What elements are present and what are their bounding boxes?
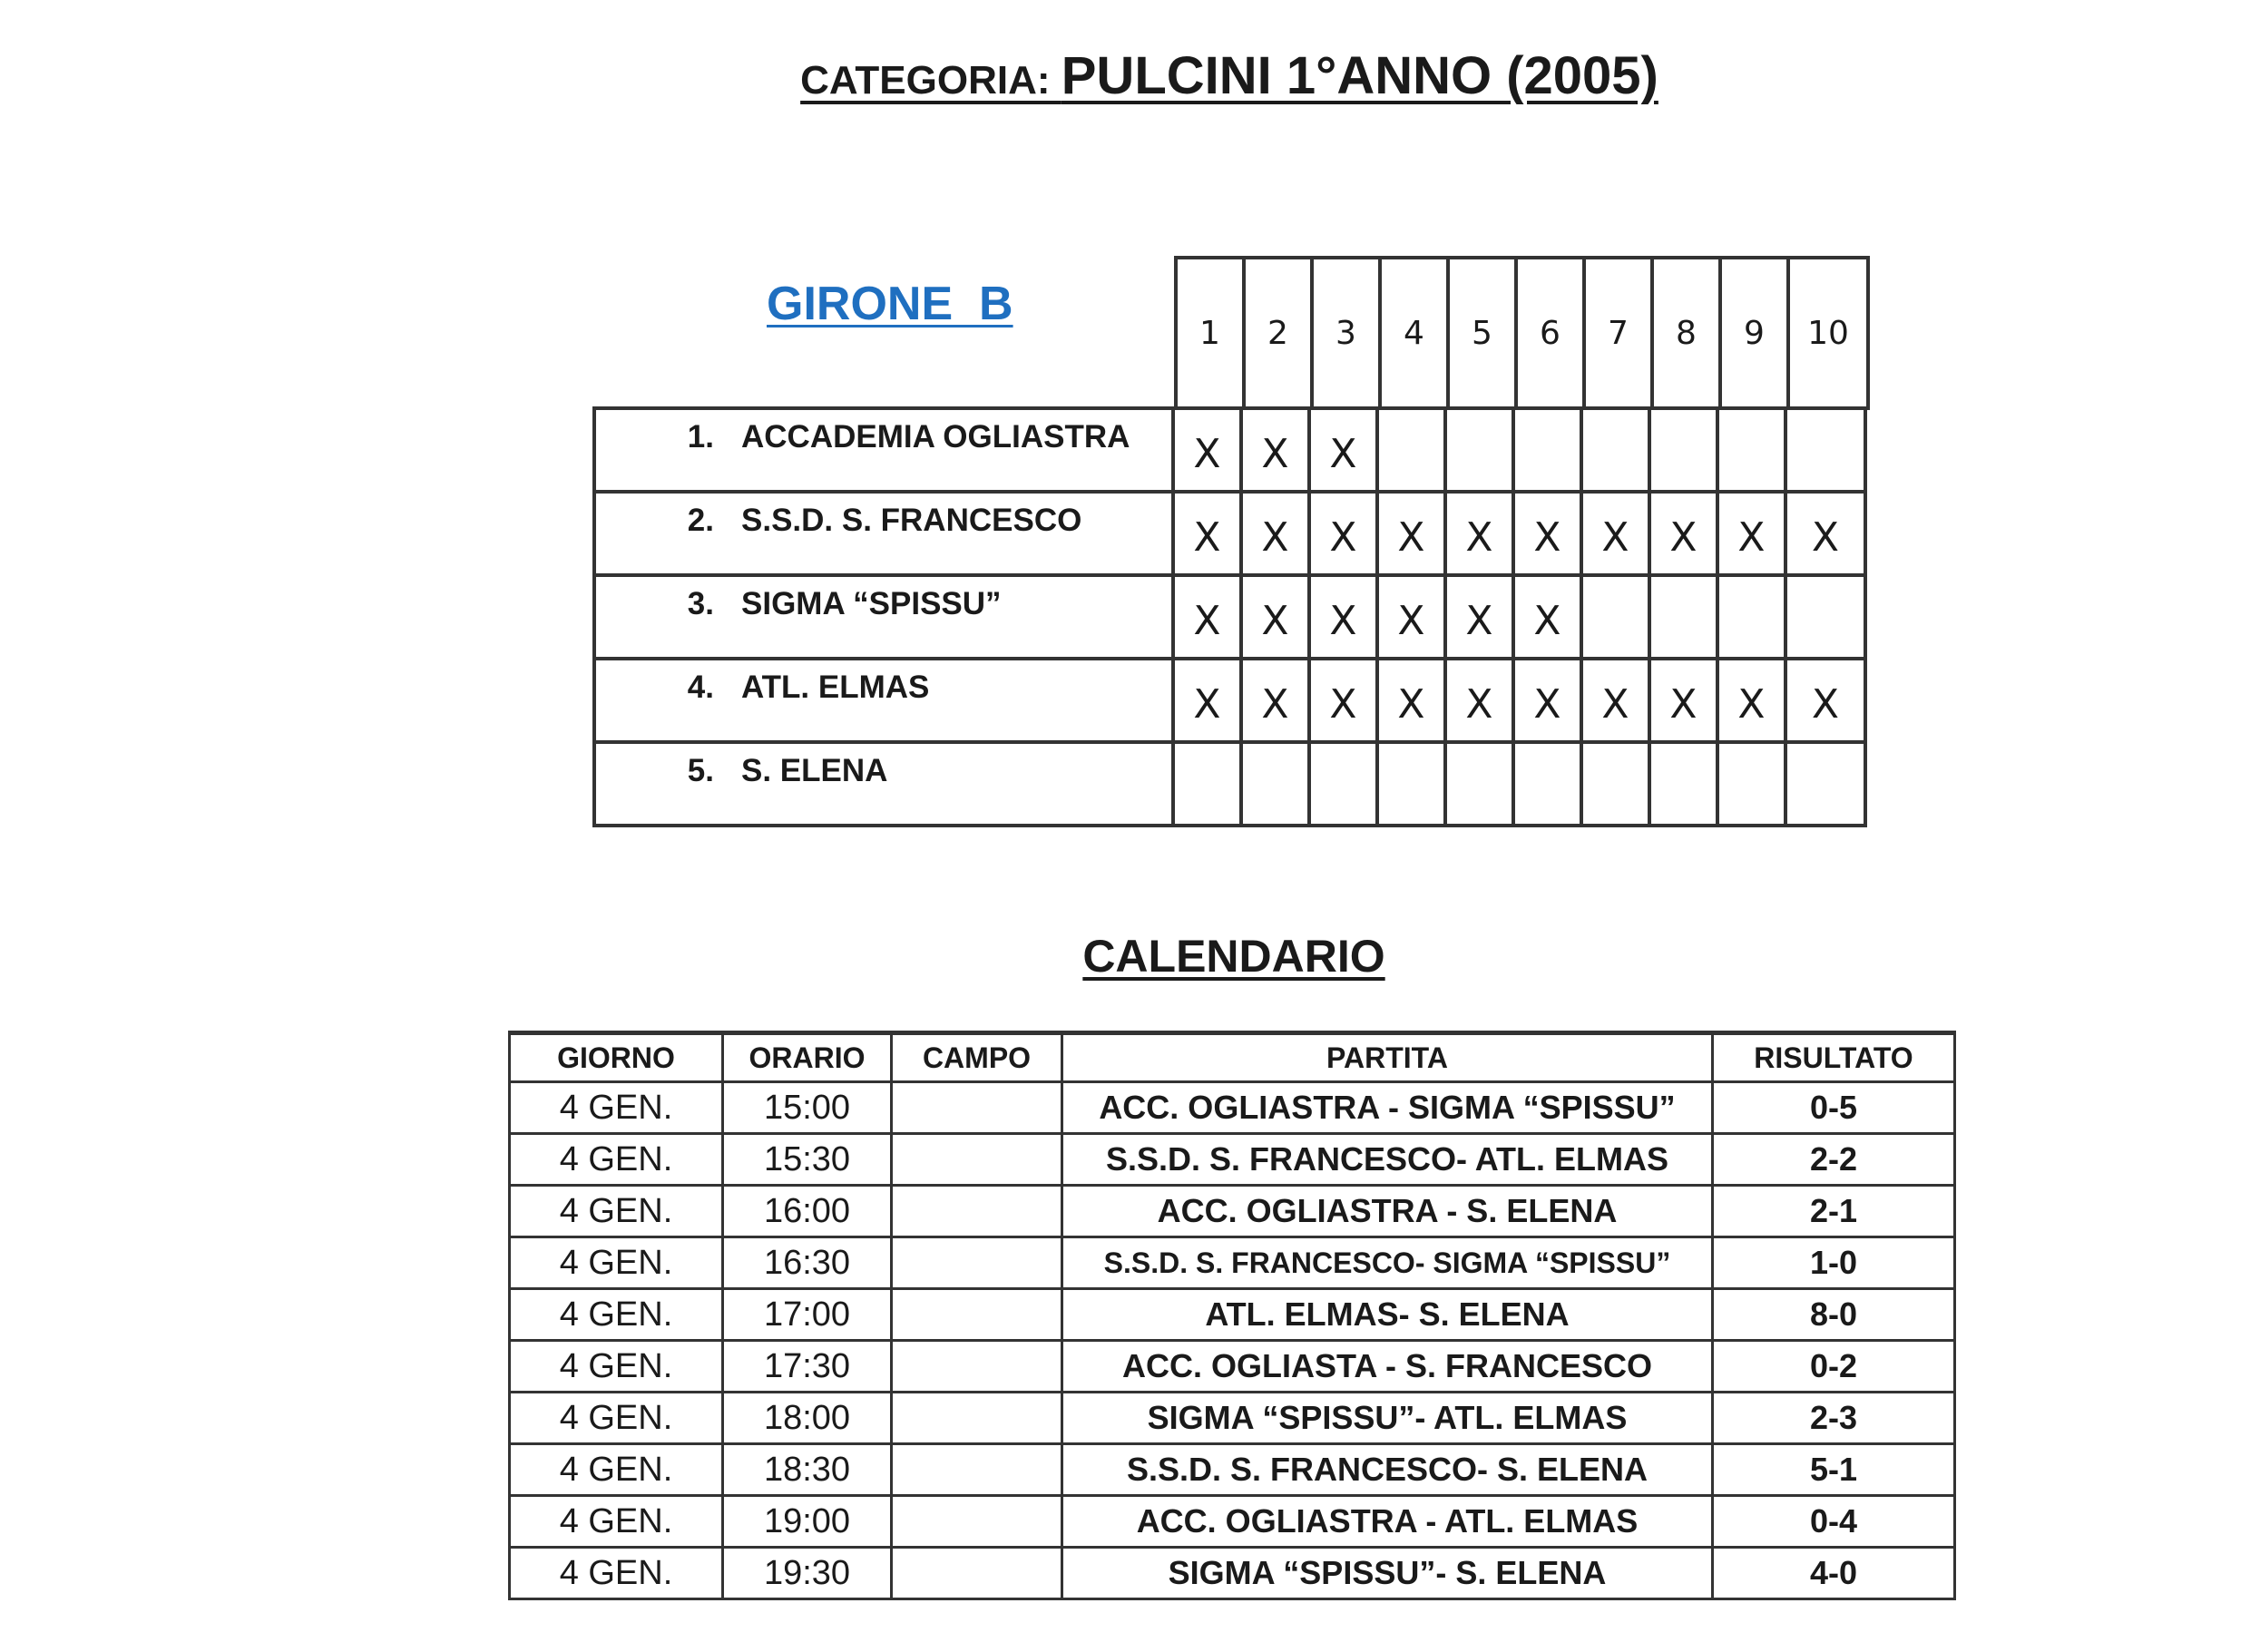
match-field <box>892 1341 1062 1393</box>
match-teams: SIGMA “SPISSU”- ATL. ELMAS <box>1062 1393 1713 1444</box>
team-row <box>594 492 1865 575</box>
match-teams: S.S.D. S. FRANCESCO- SIGMA “SPISSU” <box>1062 1237 1713 1289</box>
attendance-mark <box>1513 742 1581 826</box>
attendance-mark <box>1377 742 1445 826</box>
match-day: 4 GEN. <box>510 1186 723 1237</box>
team-row <box>594 408 1865 492</box>
attendance-mark: X <box>1581 659 1649 742</box>
team-name: S. ELENA <box>741 753 888 788</box>
match-result: 5-1 <box>1713 1444 1955 1496</box>
attendance-mark: X <box>1173 492 1241 575</box>
match-row <box>510 1496 1955 1548</box>
match-time: 15:30 <box>723 1134 892 1186</box>
header-giorno: GIORNO <box>510 1033 723 1082</box>
match-day: 4 GEN. <box>510 1393 723 1444</box>
match-field <box>892 1548 1062 1599</box>
match-day: 4 GEN. <box>510 1289 723 1341</box>
attendance-mark: X <box>1173 575 1241 659</box>
attendance-mark <box>1445 742 1513 826</box>
match-field <box>892 1289 1062 1341</box>
category-label: CATEGORIA: <box>800 58 1062 103</box>
match-day: 4 GEN. <box>510 1237 723 1289</box>
match-row <box>510 1341 1955 1393</box>
attendance-mark: X <box>1785 492 1865 575</box>
match-time: 16:30 <box>723 1237 892 1289</box>
team-row <box>594 575 1865 659</box>
header-risultato: RISULTATO <box>1713 1033 1955 1082</box>
attendance-mark: X <box>1649 492 1717 575</box>
attendance-mark <box>1717 408 1785 492</box>
calendar-header-row <box>510 1033 1955 1082</box>
match-result: 1-0 <box>1713 1237 1955 1289</box>
match-field <box>892 1237 1062 1289</box>
match-result: 0-4 <box>1713 1496 1955 1548</box>
match-day: 4 GEN. <box>510 1082 723 1134</box>
attendance-mark: X <box>1377 492 1445 575</box>
match-teams: SIGMA “SPISSU”- S. ELENA <box>1062 1548 1713 1599</box>
column-number: 6 <box>1516 258 1584 408</box>
match-row <box>510 1237 1955 1289</box>
header-campo: CAMPO <box>892 1033 1062 1082</box>
attendance-mark <box>1717 742 1785 826</box>
match-field <box>892 1134 1062 1186</box>
attendance-mark <box>1649 575 1717 659</box>
column-number: 8 <box>1652 258 1720 408</box>
match-teams: S.S.D. S. FRANCESCO- ATL. ELMAS <box>1062 1134 1713 1186</box>
match-field <box>892 1186 1062 1237</box>
match-time: 17:00 <box>723 1289 892 1341</box>
attendance-mark: X <box>1241 408 1309 492</box>
team-cell <box>594 575 1173 659</box>
page-title <box>794 45 1665 106</box>
match-row <box>510 1134 1955 1186</box>
category-value: PULCINI 1°ANNO (2005) <box>1061 46 1658 105</box>
match-row <box>510 1289 1955 1341</box>
attendance-mark <box>1581 575 1649 659</box>
match-field <box>892 1393 1062 1444</box>
match-result: 2-1 <box>1713 1186 1955 1237</box>
header-orario: ORARIO <box>723 1033 892 1082</box>
attendance-mark <box>1785 742 1865 826</box>
match-teams: ATL. ELMAS- S. ELENA <box>1062 1289 1713 1341</box>
match-day: 4 GEN. <box>510 1341 723 1393</box>
attendance-mark <box>1309 742 1377 826</box>
match-result: 8-0 <box>1713 1289 1955 1341</box>
column-number: 3 <box>1312 258 1380 408</box>
attendance-mark: X <box>1717 659 1785 742</box>
match-row <box>510 1444 1955 1496</box>
attendance-mark: X <box>1445 575 1513 659</box>
attendance-mark: X <box>1173 659 1241 742</box>
header-partita: PARTITA <box>1062 1033 1713 1082</box>
match-day: 4 GEN. <box>510 1134 723 1186</box>
attendance-mark <box>1717 575 1785 659</box>
team-name: S.S.D. S. FRANCESCO <box>741 503 1082 538</box>
column-number: 5 <box>1448 258 1516 408</box>
calendar-table <box>508 1031 1956 1600</box>
attendance-mark <box>1649 408 1717 492</box>
team-row <box>594 742 1865 826</box>
attendance-mark: X <box>1513 659 1581 742</box>
attendance-mark: X <box>1445 659 1513 742</box>
match-time: 18:00 <box>723 1393 892 1444</box>
match-field <box>892 1444 1062 1496</box>
match-day: 4 GEN. <box>510 1444 723 1496</box>
match-row <box>510 1393 1955 1444</box>
match-time: 17:30 <box>723 1341 892 1393</box>
attendance-mark <box>1581 742 1649 826</box>
team-name: ATL. ELMAS <box>741 670 930 705</box>
attendance-mark: X <box>1377 575 1445 659</box>
calendar-title: CALENDARIO <box>1082 931 1385 982</box>
attendance-mark: X <box>1445 492 1513 575</box>
match-result: 4-0 <box>1713 1548 1955 1599</box>
column-number: 9 <box>1720 258 1788 408</box>
team-name: ACCADEMIA OGLIASTRA <box>741 419 1130 455</box>
attendance-mark: X <box>1717 492 1785 575</box>
match-time: 16:00 <box>723 1186 892 1237</box>
team-cell <box>594 659 1173 742</box>
team-number: 5. <box>687 753 714 788</box>
attendance-mark: X <box>1173 408 1241 492</box>
attendance-mark: X <box>1309 408 1377 492</box>
team-number: 3. <box>687 586 714 621</box>
attendance-mark <box>1241 742 1309 826</box>
match-result: 0-2 <box>1713 1341 1955 1393</box>
team-row <box>594 659 1865 742</box>
attendance-mark <box>1173 742 1241 826</box>
group-table <box>592 406 1867 827</box>
attendance-mark <box>1649 742 1717 826</box>
match-time: 18:30 <box>723 1444 892 1496</box>
attendance-mark <box>1513 408 1581 492</box>
column-number: 7 <box>1584 258 1652 408</box>
match-result: 2-3 <box>1713 1393 1955 1444</box>
match-result: 2-2 <box>1713 1134 1955 1186</box>
match-teams: ACC. OGLIASTA - S. FRANCESCO <box>1062 1341 1713 1393</box>
team-cell <box>594 408 1173 492</box>
team-name: SIGMA “SPISSU” <box>741 586 1002 621</box>
group-column-header <box>1174 256 1870 410</box>
attendance-mark: X <box>1309 492 1377 575</box>
attendance-mark <box>1785 575 1865 659</box>
attendance-mark: X <box>1513 492 1581 575</box>
attendance-mark: X <box>1241 575 1309 659</box>
column-number: 10 <box>1788 258 1868 408</box>
team-number: 1. <box>687 419 714 455</box>
attendance-mark: X <box>1309 659 1377 742</box>
team-cell <box>594 742 1173 826</box>
attendance-mark: X <box>1241 492 1309 575</box>
team-cell <box>594 492 1173 575</box>
attendance-mark: X <box>1241 659 1309 742</box>
attendance-mark <box>1581 408 1649 492</box>
match-row <box>510 1548 1955 1599</box>
match-day: 4 GEN. <box>510 1548 723 1599</box>
column-number: 2 <box>1244 258 1312 408</box>
match-teams: S.S.D. S. FRANCESCO- S. ELENA <box>1062 1444 1713 1496</box>
group-label: GIRONE B <box>767 278 1013 330</box>
match-row <box>510 1186 1955 1237</box>
attendance-mark: X <box>1377 659 1445 742</box>
attendance-mark: X <box>1649 659 1717 742</box>
match-time: 19:00 <box>723 1496 892 1548</box>
team-number: 2. <box>687 503 714 538</box>
attendance-mark: X <box>1309 575 1377 659</box>
match-field <box>892 1496 1062 1548</box>
match-teams: ACC. OGLIASTRA - ATL. ELMAS <box>1062 1496 1713 1548</box>
attendance-mark: X <box>1581 492 1649 575</box>
match-result: 0-5 <box>1713 1082 1955 1134</box>
attendance-mark: X <box>1785 659 1865 742</box>
match-row <box>510 1082 1955 1134</box>
match-time: 19:30 <box>723 1548 892 1599</box>
match-time: 15:00 <box>723 1082 892 1134</box>
match-day: 4 GEN. <box>510 1496 723 1548</box>
match-teams: ACC. OGLIASTRA - SIGMA “SPISSU” <box>1062 1082 1713 1134</box>
attendance-mark <box>1445 408 1513 492</box>
column-number: 4 <box>1380 258 1448 408</box>
match-field <box>892 1082 1062 1134</box>
column-number: 1 <box>1176 258 1244 408</box>
attendance-mark: X <box>1513 575 1581 659</box>
attendance-mark <box>1785 408 1865 492</box>
match-teams: ACC. OGLIASTRA - S. ELENA <box>1062 1186 1713 1237</box>
attendance-mark <box>1377 408 1445 492</box>
team-number: 4. <box>687 670 714 705</box>
